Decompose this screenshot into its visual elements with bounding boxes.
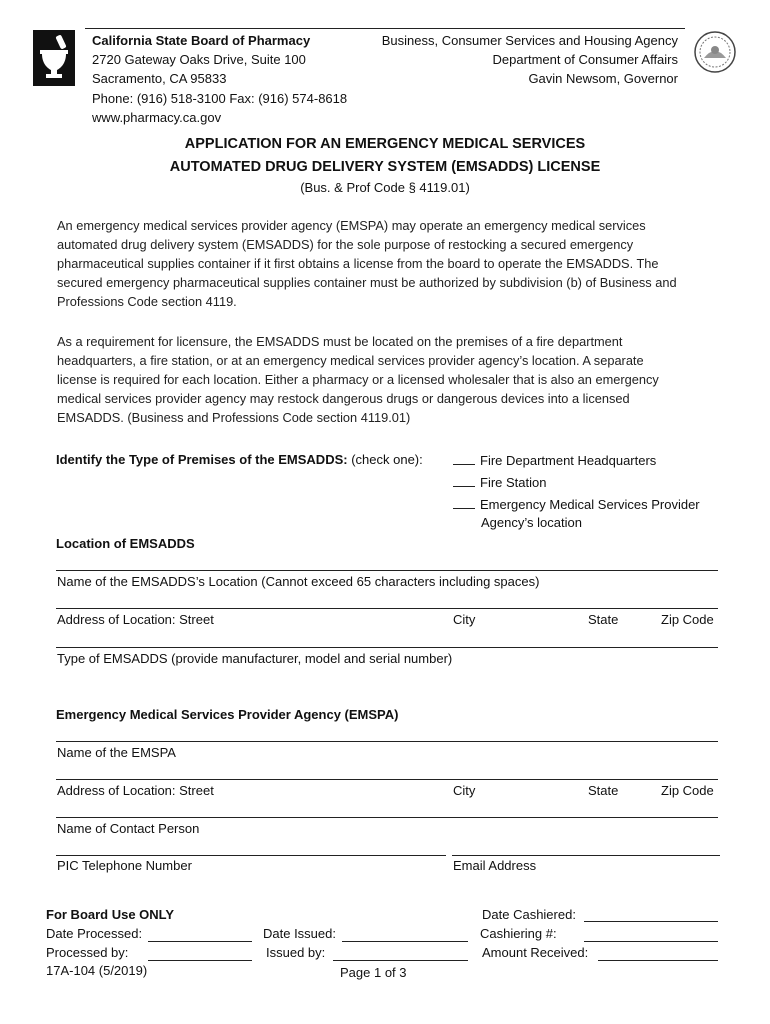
emsadds-type-label: Type of EMSADDS (provide manufacturer, model and serial number) [57, 651, 453, 666]
website-link[interactable]: www.pharmacy.ca.gov [92, 109, 222, 125]
premises-question [56, 452, 423, 467]
location-city-label: City [453, 612, 476, 627]
email-label: Email Address [453, 858, 537, 873]
intro-p1-line: Professions Code section 4119. [57, 294, 237, 309]
option-label: Fire Station [480, 475, 547, 490]
location-heading: Location of EMSADDS [56, 536, 195, 551]
date-processed-label: Date Processed: [46, 926, 143, 941]
pic-phone-line[interactable] [56, 855, 446, 856]
location-address-label: Address of Location: Street [57, 612, 214, 627]
emspa-address-line[interactable] [56, 779, 718, 780]
option-label: Fire Department Headquarters [480, 453, 657, 468]
org-name: California State Board of Pharmacy [92, 33, 311, 48]
intro-p2-line: license is required for each location. Either a pharmacy or a licensed wholesaler that is also an emergency [57, 372, 659, 387]
form-title-line-2: AUTOMATED DRUG DELIVERY SYSTEM (EMSADDS) LICENSE [169, 159, 601, 175]
processed-by-field[interactable] [148, 960, 252, 961]
option-label: Emergency Medical Services Provider [480, 497, 700, 512]
mortar-pestle-logo-icon [33, 30, 75, 86]
state-seal-icon [694, 30, 736, 74]
location-name-line[interactable] [56, 570, 718, 571]
emspa-city-label: City [453, 783, 476, 798]
cashiering-label: Cashiering #: [480, 926, 557, 941]
governor-name: Gavin Newsom, Governor [528, 71, 678, 87]
address-line-2: Sacramento, CA 95833 [92, 71, 227, 87]
date-issued-label: Date Issued: [263, 926, 336, 941]
intro-p1-line: An emergency medical services provider agency (EMSPA) may operate an emergency medical services [57, 218, 646, 233]
cashiering-field[interactable] [584, 941, 718, 942]
emspa-heading: Emergency Medical Services Provider Agency (EMSPA) [56, 707, 399, 722]
date-processed-field[interactable] [148, 941, 252, 942]
intro-p2-line: As a requirement for licensure, the EMSADDS must be located on the premises of a fire department [57, 334, 623, 349]
emspa-zip-label: Zip Code [661, 783, 714, 798]
date-cashiered-field[interactable] [584, 921, 718, 922]
emspa-name-line[interactable] [56, 741, 718, 742]
contact-person-label: Name of Contact Person [57, 821, 200, 836]
checkbox-blank[interactable] [453, 496, 475, 509]
agency-name: Business, Consumer Services and Housing Agency [381, 33, 678, 48]
emspa-name-label: Name of the EMSPA [57, 745, 176, 760]
form-title-line-1: APPLICATION FOR AN EMERGENCY MEDICAL SERVICES [184, 136, 586, 152]
issued-by-field[interactable] [333, 960, 468, 961]
checkbox-blank[interactable] [453, 452, 475, 465]
intro-p2-line: EMSADDS. (Business and Professions Code section 4119.01) [57, 410, 411, 425]
processed-by-label: Processed by: [46, 945, 129, 960]
intro-paragraph-2 [57, 332, 727, 427]
form-number: 17A-104 (5/2019) [46, 963, 148, 978]
agency-block [382, 31, 678, 89]
location-zip-label: Zip Code [661, 612, 714, 627]
emspa-state-label: State [588, 783, 619, 798]
intro-p2-line: headquarters, a fire station, or at an emergency medical services provider agency’s location. A separate [57, 353, 644, 368]
location-state-label: State [588, 612, 619, 627]
amount-received-label: Amount Received: [482, 945, 589, 960]
date-issued-field[interactable] [342, 941, 468, 942]
intro-p1-line: secured emergency pharmaceutical supplies container must be authorized by subdivision (b) of Business and [57, 275, 677, 290]
board-use-heading: For Board Use ONLY [46, 907, 175, 922]
premises-option-fire-station[interactable] [453, 474, 546, 490]
intro-p2-line: medical services provider agency may restock dangerous drugs or dangerous devices into a licensed [57, 391, 630, 406]
pic-phone-label: PIC Telephone Number [57, 858, 192, 873]
email-line[interactable] [452, 855, 720, 856]
premises-option-fire-hq[interactable] [453, 452, 656, 468]
intro-p1-line: automated drug delivery system (EMSADDS) for the sole purpose of restocking a secured emergency [57, 237, 634, 252]
option-label-continued: Agency’s location [481, 515, 582, 530]
emsadds-type-line[interactable] [56, 647, 718, 648]
date-cashiered-label: Date Cashiered: [482, 907, 576, 922]
statute-reference: (Bus. & Prof Code § 4119.01) [300, 180, 470, 195]
issued-by-label: Issued by: [266, 945, 326, 960]
phone-fax: Phone: (916) 518-3100 Fax: (916) 574-8618 [92, 90, 348, 106]
location-name-label: Name of the EMSADDS’s Location (Cannot exceed 65 characters including spaces) [57, 574, 540, 589]
board-address-block [92, 31, 347, 127]
address-line-1: 2720 Gateway Oaks Drive, Suite 100 [92, 52, 306, 68]
amount-received-field[interactable] [598, 960, 718, 961]
department-name: Department of Consumer Affairs [492, 52, 678, 68]
premises-label-note: (check one): [347, 452, 423, 467]
page-number: Page 1 of 3 [340, 965, 407, 980]
intro-paragraph-1 [57, 216, 727, 311]
header-divider [85, 28, 685, 29]
location-address-line[interactable] [56, 608, 718, 609]
premises-option-emspa-location[interactable] [453, 496, 700, 512]
intro-p1-line: pharmaceutical supplies container if it first obtains a license from the board to operate the EMSADDS. The [57, 256, 659, 271]
contact-person-line[interactable] [56, 817, 718, 818]
emspa-address-label: Address of Location: Street [57, 783, 214, 798]
premises-label: Identify the Type of Premises of the EMSADDS: [56, 452, 348, 467]
checkbox-blank[interactable] [453, 474, 475, 487]
